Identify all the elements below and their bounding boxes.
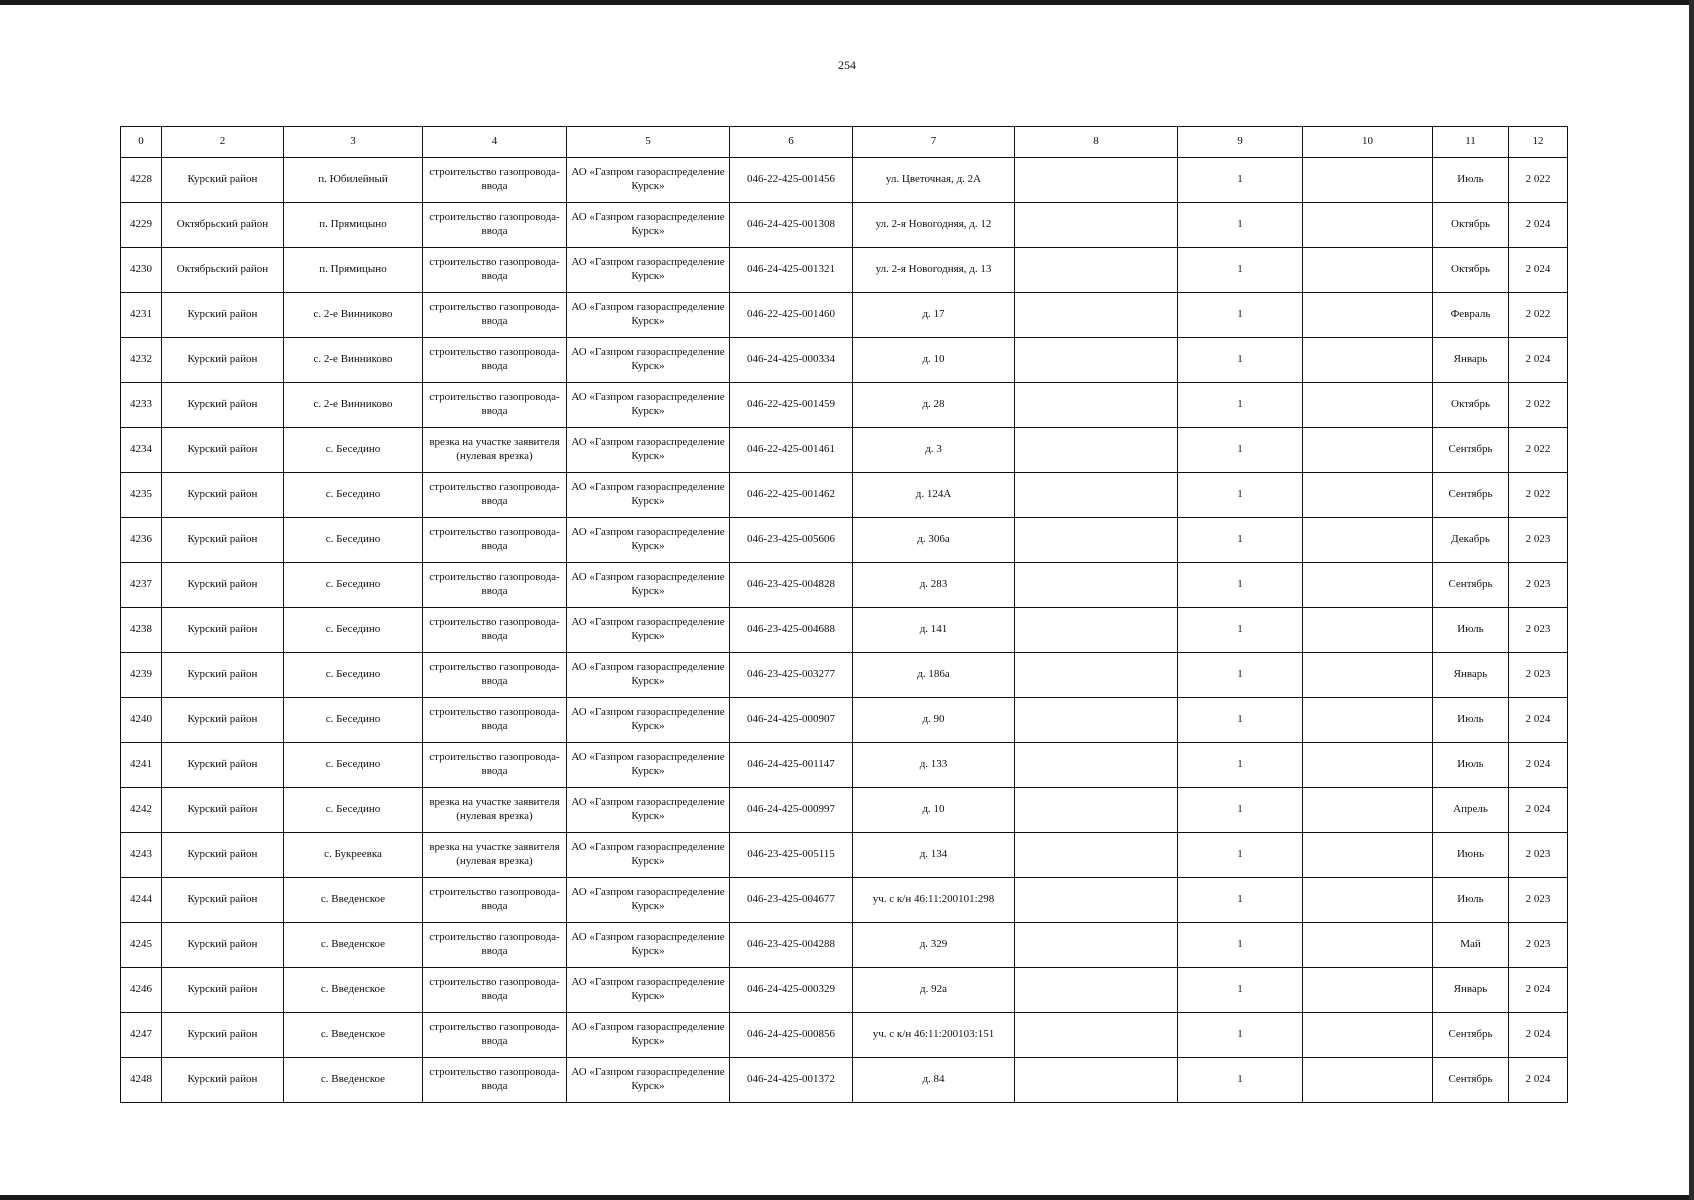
cell-work-type: строительство газопровода-ввода <box>423 383 567 428</box>
cell-work-type: строительство газопровода-ввода <box>423 743 567 788</box>
table-row <box>121 338 1568 383</box>
cell-col8 <box>1015 428 1178 473</box>
cell-settlement: с. Беседино <box>284 608 423 653</box>
table-row <box>121 653 1568 698</box>
cell-code: 046-23-425-005606 <box>730 518 853 563</box>
cell-settlement: с. Введенское <box>284 923 423 968</box>
cell-col8 <box>1015 518 1178 563</box>
cell-year: 2 022 <box>1509 428 1568 473</box>
cell-col9: 1 <box>1178 293 1303 338</box>
cell-work-type: строительство газопровода-ввода <box>423 608 567 653</box>
cell-col8 <box>1015 878 1178 923</box>
cell-col9: 1 <box>1178 518 1303 563</box>
cell-district: Курский район <box>162 158 284 203</box>
cell-col8 <box>1015 563 1178 608</box>
cell-code: 046-23-425-004288 <box>730 923 853 968</box>
cell-col10 <box>1303 923 1433 968</box>
cell-work-type: строительство газопровода-ввода <box>423 563 567 608</box>
cell-month: Апрель <box>1433 788 1509 833</box>
cell-settlement: п. Юбилейный <box>284 158 423 203</box>
cell-col8 <box>1015 203 1178 248</box>
cell-month: Октябрь <box>1433 383 1509 428</box>
cell-address: д. 84 <box>853 1058 1015 1103</box>
cell-code: 046-23-425-004688 <box>730 608 853 653</box>
cell-organization: АО «Газпром газораспределение Курск» <box>567 743 730 788</box>
cell-year: 2 022 <box>1509 158 1568 203</box>
cell-col9: 1 <box>1178 698 1303 743</box>
cell-address: уч. с к/н 46:11:200103:151 <box>853 1013 1015 1058</box>
cell-work-type: строительство газопровода-ввода <box>423 1058 567 1103</box>
cell-address: ул. 2-я Новогодняя, д. 13 <box>853 248 1015 293</box>
cell-col9: 1 <box>1178 338 1303 383</box>
cell-col8 <box>1015 608 1178 653</box>
cell-col8 <box>1015 158 1178 203</box>
cell-address: д. 10 <box>853 788 1015 833</box>
cell-number: 4228 <box>121 158 162 203</box>
cell-district: Курский район <box>162 968 284 1013</box>
cell-col10 <box>1303 428 1433 473</box>
cell-organization: АО «Газпром газораспределение Курск» <box>567 833 730 878</box>
cell-district: Октябрьский район <box>162 248 284 293</box>
cell-address: д. 329 <box>853 923 1015 968</box>
cell-col8 <box>1015 833 1178 878</box>
cell-settlement: с. Беседино <box>284 563 423 608</box>
cell-code: 046-24-425-001372 <box>730 1058 853 1103</box>
cell-work-type: строительство газопровода-ввода <box>423 923 567 968</box>
table-row <box>121 1013 1568 1058</box>
cell-month: Февраль <box>1433 293 1509 338</box>
cell-col9: 1 <box>1178 743 1303 788</box>
cell-col8 <box>1015 788 1178 833</box>
cell-settlement: с. 2-е Винниково <box>284 338 423 383</box>
cell-work-type: врезка на участке заявителя (нулевая врезка) <box>423 833 567 878</box>
cell-number: 4234 <box>121 428 162 473</box>
column-header: 2 <box>162 127 284 158</box>
cell-organization: АО «Газпром газораспределение Курск» <box>567 563 730 608</box>
cell-code: 046-24-425-001308 <box>730 203 853 248</box>
cell-number: 4243 <box>121 833 162 878</box>
cell-settlement: с. Беседино <box>284 518 423 563</box>
cell-district: Курский район <box>162 743 284 788</box>
cell-organization: АО «Газпром газораспределение Курск» <box>567 1013 730 1058</box>
cell-month: Июнь <box>1433 833 1509 878</box>
cell-col8 <box>1015 338 1178 383</box>
cell-col10 <box>1303 248 1433 293</box>
cell-year: 2 023 <box>1509 833 1568 878</box>
cell-settlement: с. Введенское <box>284 1058 423 1103</box>
cell-settlement: с. 2-е Винниково <box>284 293 423 338</box>
register-table <box>120 126 1568 1103</box>
table-row <box>121 923 1568 968</box>
cell-col9: 1 <box>1178 878 1303 923</box>
cell-col8 <box>1015 653 1178 698</box>
cell-settlement: с. Введенское <box>284 878 423 923</box>
table-row <box>121 158 1568 203</box>
table-row <box>121 833 1568 878</box>
cell-col10 <box>1303 833 1433 878</box>
cell-address: д. 28 <box>853 383 1015 428</box>
cell-address: уч. с к/н 46:11:200101:298 <box>853 878 1015 923</box>
cell-number: 4230 <box>121 248 162 293</box>
column-header: 7 <box>853 127 1015 158</box>
scan-edge-bottom <box>0 1195 1694 1200</box>
cell-number: 4232 <box>121 338 162 383</box>
cell-month: Май <box>1433 923 1509 968</box>
cell-work-type: строительство газопровода-ввода <box>423 653 567 698</box>
cell-address: д. 3 <box>853 428 1015 473</box>
cell-col9: 1 <box>1178 788 1303 833</box>
cell-organization: АО «Газпром газораспределение Курск» <box>567 698 730 743</box>
cell-col10 <box>1303 158 1433 203</box>
cell-col9: 1 <box>1178 968 1303 1013</box>
column-header: 8 <box>1015 127 1178 158</box>
cell-col10 <box>1303 293 1433 338</box>
cell-month: Январь <box>1433 338 1509 383</box>
cell-year: 2 024 <box>1509 1058 1568 1103</box>
scan-edge-right <box>1689 0 1694 1200</box>
cell-district: Курский район <box>162 923 284 968</box>
cell-col9: 1 <box>1178 608 1303 653</box>
cell-code: 046-24-425-000334 <box>730 338 853 383</box>
cell-col8 <box>1015 923 1178 968</box>
table-row <box>121 203 1568 248</box>
cell-number: 4241 <box>121 743 162 788</box>
cell-col9: 1 <box>1178 428 1303 473</box>
cell-code: 046-23-425-005115 <box>730 833 853 878</box>
cell-col10 <box>1303 383 1433 428</box>
column-header: 5 <box>567 127 730 158</box>
cell-work-type: строительство газопровода-ввода <box>423 698 567 743</box>
table-body <box>121 158 1568 1103</box>
cell-code: 046-22-425-001459 <box>730 383 853 428</box>
cell-settlement: с. Беседино <box>284 473 423 518</box>
cell-district: Курский район <box>162 608 284 653</box>
cell-col10 <box>1303 608 1433 653</box>
cell-address: ул. Цветочная, д. 2А <box>853 158 1015 203</box>
cell-month: Июль <box>1433 158 1509 203</box>
cell-organization: АО «Газпром газораспределение Курск» <box>567 203 730 248</box>
cell-col9: 1 <box>1178 383 1303 428</box>
cell-col8 <box>1015 473 1178 518</box>
cell-organization: АО «Газпром газораспределение Курск» <box>567 383 730 428</box>
cell-district: Курский район <box>162 563 284 608</box>
cell-code: 046-23-425-004677 <box>730 878 853 923</box>
table-row <box>121 788 1568 833</box>
cell-number: 4231 <box>121 293 162 338</box>
cell-col9: 1 <box>1178 1058 1303 1103</box>
cell-settlement: с. Беседино <box>284 743 423 788</box>
cell-year: 2 022 <box>1509 383 1568 428</box>
cell-address: д. 90 <box>853 698 1015 743</box>
cell-code: 046-24-425-000856 <box>730 1013 853 1058</box>
table-row <box>121 698 1568 743</box>
cell-work-type: строительство газопровода-ввода <box>423 158 567 203</box>
column-header: 3 <box>284 127 423 158</box>
cell-settlement: с. Беседино <box>284 428 423 473</box>
cell-month: Декабрь <box>1433 518 1509 563</box>
cell-col10 <box>1303 518 1433 563</box>
cell-col9: 1 <box>1178 1013 1303 1058</box>
cell-organization: АО «Газпром газораспределение Курск» <box>567 608 730 653</box>
cell-month: Сентябрь <box>1433 563 1509 608</box>
cell-district: Курский район <box>162 878 284 923</box>
cell-address: ул. 2-я Новогодняя, д. 12 <box>853 203 1015 248</box>
cell-col10 <box>1303 563 1433 608</box>
cell-col10 <box>1303 968 1433 1013</box>
cell-district: Курский район <box>162 1058 284 1103</box>
cell-number: 4235 <box>121 473 162 518</box>
cell-district: Курский район <box>162 293 284 338</box>
cell-settlement: с. Беседино <box>284 653 423 698</box>
cell-month: Сентябрь <box>1433 1058 1509 1103</box>
cell-number: 4238 <box>121 608 162 653</box>
cell-col10 <box>1303 653 1433 698</box>
cell-col10 <box>1303 878 1433 923</box>
cell-number: 4236 <box>121 518 162 563</box>
page-number: 254 <box>838 58 856 72</box>
cell-year: 2 023 <box>1509 608 1568 653</box>
cell-organization: АО «Газпром газораспределение Курск» <box>567 518 730 563</box>
cell-district: Курский район <box>162 518 284 563</box>
cell-organization: АО «Газпром газораспределение Курск» <box>567 338 730 383</box>
cell-col8 <box>1015 743 1178 788</box>
cell-address: д. 17 <box>853 293 1015 338</box>
table-row <box>121 248 1568 293</box>
cell-col9: 1 <box>1178 833 1303 878</box>
cell-district: Курский район <box>162 383 284 428</box>
cell-work-type: строительство газопровода-ввода <box>423 518 567 563</box>
cell-col10 <box>1303 203 1433 248</box>
cell-district: Курский район <box>162 788 284 833</box>
cell-number: 4233 <box>121 383 162 428</box>
cell-col8 <box>1015 293 1178 338</box>
table-row <box>121 473 1568 518</box>
cell-organization: АО «Газпром газораспределение Курск» <box>567 293 730 338</box>
cell-col9: 1 <box>1178 563 1303 608</box>
cell-col9: 1 <box>1178 923 1303 968</box>
cell-work-type: строительство газопровода-ввода <box>423 968 567 1013</box>
cell-number: 4246 <box>121 968 162 1013</box>
cell-district: Курский район <box>162 473 284 518</box>
table-row <box>121 293 1568 338</box>
cell-work-type: строительство газопровода-ввода <box>423 878 567 923</box>
table-row <box>121 608 1568 653</box>
cell-col9: 1 <box>1178 203 1303 248</box>
cell-col8 <box>1015 383 1178 428</box>
cell-month: Сентябрь <box>1433 428 1509 473</box>
cell-number: 4240 <box>121 698 162 743</box>
cell-col8 <box>1015 248 1178 293</box>
cell-code: 046-22-425-001456 <box>730 158 853 203</box>
cell-number: 4248 <box>121 1058 162 1103</box>
cell-month: Июль <box>1433 878 1509 923</box>
cell-organization: АО «Газпром газораспределение Курск» <box>567 653 730 698</box>
cell-work-type: строительство газопровода-ввода <box>423 338 567 383</box>
cell-col10 <box>1303 1013 1433 1058</box>
cell-code: 046-23-425-004828 <box>730 563 853 608</box>
cell-year: 2 023 <box>1509 518 1568 563</box>
cell-code: 046-22-425-001462 <box>730 473 853 518</box>
cell-organization: АО «Газпром газораспределение Курск» <box>567 878 730 923</box>
cell-year: 2 024 <box>1509 1013 1568 1058</box>
column-header: 12 <box>1509 127 1568 158</box>
cell-month: Январь <box>1433 653 1509 698</box>
cell-settlement: с. 2-е Винниково <box>284 383 423 428</box>
cell-code: 046-24-425-001147 <box>730 743 853 788</box>
cell-year: 2 023 <box>1509 923 1568 968</box>
cell-number: 4239 <box>121 653 162 698</box>
cell-organization: АО «Газпром газораспределение Курск» <box>567 158 730 203</box>
cell-year: 2 024 <box>1509 248 1568 293</box>
cell-settlement: с. Беседино <box>284 788 423 833</box>
cell-col10 <box>1303 698 1433 743</box>
table-row <box>121 968 1568 1013</box>
cell-col10 <box>1303 473 1433 518</box>
cell-address: д. 134 <box>853 833 1015 878</box>
cell-address: д. 124А <box>853 473 1015 518</box>
cell-settlement: п. Прямицыно <box>284 203 423 248</box>
cell-month: Октябрь <box>1433 248 1509 293</box>
cell-organization: АО «Газпром газораспределение Курск» <box>567 923 730 968</box>
cell-col8 <box>1015 968 1178 1013</box>
cell-settlement: с. Беседино <box>284 698 423 743</box>
cell-district: Курский район <box>162 833 284 878</box>
column-header: 0 <box>121 127 162 158</box>
cell-col10 <box>1303 338 1433 383</box>
column-header: 10 <box>1303 127 1433 158</box>
cell-month: Июль <box>1433 608 1509 653</box>
cell-settlement: с. Введенское <box>284 968 423 1013</box>
table-row <box>121 878 1568 923</box>
cell-settlement: с. Букреевка <box>284 833 423 878</box>
column-header: 11 <box>1433 127 1509 158</box>
table-row <box>121 563 1568 608</box>
column-header: 6 <box>730 127 853 158</box>
cell-code: 046-22-425-001461 <box>730 428 853 473</box>
cell-year: 2 024 <box>1509 338 1568 383</box>
scan-edge-top <box>0 0 1694 5</box>
cell-district: Курский район <box>162 698 284 743</box>
column-header: 9 <box>1178 127 1303 158</box>
cell-col8 <box>1015 1013 1178 1058</box>
cell-col10 <box>1303 788 1433 833</box>
cell-address: д. 92а <box>853 968 1015 1013</box>
cell-month: Июль <box>1433 743 1509 788</box>
cell-organization: АО «Газпром газораспределение Курск» <box>567 788 730 833</box>
table-row <box>121 383 1568 428</box>
cell-code: 046-24-425-000997 <box>730 788 853 833</box>
cell-col8 <box>1015 698 1178 743</box>
cell-year: 2 022 <box>1509 473 1568 518</box>
table-row <box>121 1058 1568 1103</box>
cell-number: 4237 <box>121 563 162 608</box>
cell-work-type: строительство газопровода-ввода <box>423 1013 567 1058</box>
cell-month: Октябрь <box>1433 203 1509 248</box>
cell-settlement: с. Введенское <box>284 1013 423 1058</box>
cell-address: д. 283 <box>853 563 1015 608</box>
cell-district: Октябрьский район <box>162 203 284 248</box>
header-row <box>121 127 1568 158</box>
cell-organization: АО «Газпром газораспределение Курск» <box>567 248 730 293</box>
cell-address: д. 306а <box>853 518 1015 563</box>
cell-col10 <box>1303 743 1433 788</box>
cell-address: д. 133 <box>853 743 1015 788</box>
cell-year: 2 024 <box>1509 968 1568 1013</box>
cell-address: д. 141 <box>853 608 1015 653</box>
cell-organization: АО «Газпром газораспределение Курск» <box>567 1058 730 1103</box>
cell-year: 2 023 <box>1509 653 1568 698</box>
table-row <box>121 428 1568 473</box>
cell-address: д. 10 <box>853 338 1015 383</box>
cell-address: д. 186а <box>853 653 1015 698</box>
cell-district: Курский район <box>162 338 284 383</box>
cell-district: Курский район <box>162 1013 284 1058</box>
cell-col8 <box>1015 1058 1178 1103</box>
cell-code: 046-24-425-001321 <box>730 248 853 293</box>
column-header: 4 <box>423 127 567 158</box>
cell-col9: 1 <box>1178 473 1303 518</box>
cell-district: Курский район <box>162 653 284 698</box>
cell-organization: АО «Газпром газораспределение Курск» <box>567 428 730 473</box>
table-row <box>121 518 1568 563</box>
cell-organization: АО «Газпром газораспределение Курск» <box>567 968 730 1013</box>
cell-code: 046-22-425-001460 <box>730 293 853 338</box>
cell-work-type: врезка на участке заявителя (нулевая врезка) <box>423 788 567 833</box>
cell-year: 2 024 <box>1509 203 1568 248</box>
cell-work-type: строительство газопровода-ввода <box>423 293 567 338</box>
cell-number: 4242 <box>121 788 162 833</box>
cell-number: 4247 <box>121 1013 162 1058</box>
cell-col9: 1 <box>1178 653 1303 698</box>
cell-year: 2 024 <box>1509 743 1568 788</box>
cell-year: 2 023 <box>1509 878 1568 923</box>
cell-month: Сентябрь <box>1433 473 1509 518</box>
cell-code: 046-24-425-000329 <box>730 968 853 1013</box>
cell-work-type: врезка на участке заявителя (нулевая врезка) <box>423 428 567 473</box>
cell-year: 2 024 <box>1509 698 1568 743</box>
cell-code: 046-24-425-000907 <box>730 698 853 743</box>
cell-number: 4245 <box>121 923 162 968</box>
cell-year: 2 022 <box>1509 293 1568 338</box>
cell-district: Курский район <box>162 428 284 473</box>
cell-settlement: п. Прямицыно <box>284 248 423 293</box>
table-row <box>121 743 1568 788</box>
cell-col9: 1 <box>1178 158 1303 203</box>
cell-month: Сентябрь <box>1433 1013 1509 1058</box>
cell-work-type: строительство газопровода-ввода <box>423 248 567 293</box>
cell-work-type: строительство газопровода-ввода <box>423 473 567 518</box>
cell-number: 4229 <box>121 203 162 248</box>
cell-year: 2 024 <box>1509 788 1568 833</box>
cell-col10 <box>1303 1058 1433 1103</box>
cell-year: 2 023 <box>1509 563 1568 608</box>
cell-col9: 1 <box>1178 248 1303 293</box>
cell-month: Январь <box>1433 968 1509 1013</box>
cell-organization: АО «Газпром газораспределение Курск» <box>567 473 730 518</box>
cell-work-type: строительство газопровода-ввода <box>423 203 567 248</box>
cell-code: 046-23-425-003277 <box>730 653 853 698</box>
cell-number: 4244 <box>121 878 162 923</box>
cell-month: Июль <box>1433 698 1509 743</box>
